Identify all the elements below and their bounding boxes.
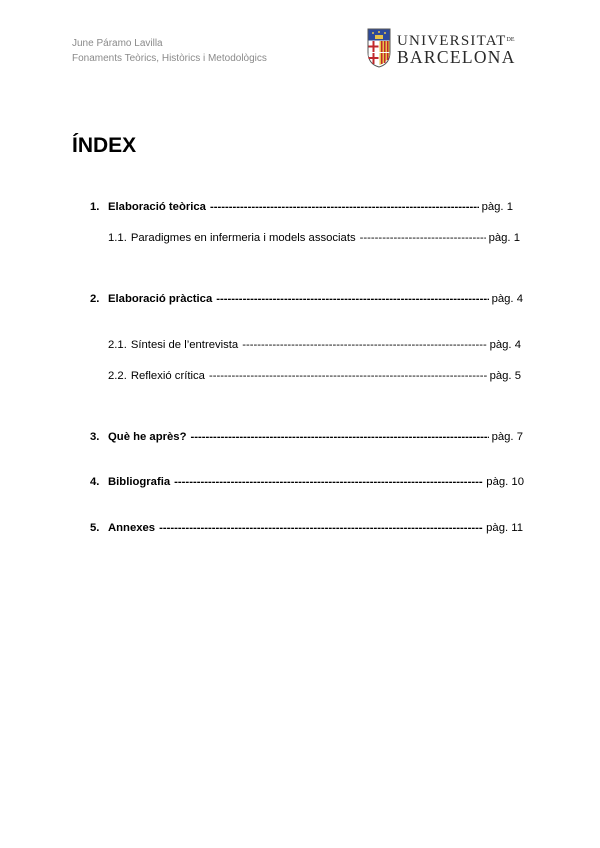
toc-number: 1. <box>90 201 100 213</box>
toc-number: 2.2. <box>108 370 127 382</box>
toc-leader <box>159 522 483 534</box>
page-header <box>72 36 267 66</box>
author-name: June Páramo Lavilla <box>72 38 163 49</box>
toc-entry-1-1[interactable] <box>108 232 520 244</box>
toc-leader <box>216 293 488 305</box>
university-crest-icon <box>367 28 391 68</box>
toc-entry-1[interactable] <box>90 201 513 213</box>
toc-entry-2[interactable] <box>90 293 523 305</box>
toc-number: 2. <box>90 293 100 305</box>
toc-page: pàg. 4 <box>489 339 521 351</box>
toc-number: 4. <box>90 476 100 488</box>
toc-leader <box>360 232 486 244</box>
toc-page: pàg. 1 <box>481 201 513 213</box>
toc-label: Annexes <box>108 522 156 534</box>
university-name <box>397 32 516 65</box>
toc-leader <box>242 339 486 351</box>
subject-name: Fonaments Teòrics, Històrics i Metodològics <box>72 53 267 64</box>
toc-entry-4[interactable] <box>90 476 524 488</box>
toc-label: Bibliografia <box>108 476 171 488</box>
toc-leader <box>210 201 479 213</box>
toc-page: pàg. 5 <box>489 370 521 382</box>
page-title: ÍNDEX <box>72 134 137 157</box>
toc-label: Síntesi de l’entrevista <box>130 339 239 351</box>
toc-number: 3. <box>90 431 100 443</box>
logo-line1: UNIVERSITAT <box>397 32 507 49</box>
toc-entry-5[interactable] <box>90 522 523 534</box>
toc-number: 5. <box>90 522 100 534</box>
toc-leader <box>209 370 487 382</box>
toc-page: pàg. 1 <box>488 232 520 244</box>
toc-page: pàg. 4 <box>491 293 523 305</box>
toc-entry-2-2[interactable] <box>108 370 521 382</box>
toc-leader <box>174 476 483 488</box>
toc-label: Reflexió crítica <box>130 370 205 382</box>
toc-label: Elaboració pràctica <box>108 293 213 305</box>
toc-page: pàg. 10 <box>486 476 524 488</box>
logo-line1-small: DE <box>506 36 515 43</box>
university-logo <box>367 28 516 68</box>
toc-number: 1.1. <box>108 232 127 244</box>
logo-line2: BARCELONA <box>397 46 516 67</box>
toc-label: Paradigmes en infermeria i models associats <box>130 232 356 244</box>
toc-entry-3[interactable] <box>90 431 523 443</box>
toc-page: pàg. 7 <box>491 431 523 443</box>
toc-label: Elaboració teòrica <box>108 201 206 213</box>
toc-page: pàg. 11 <box>486 522 523 534</box>
toc-leader <box>190 431 488 443</box>
toc-number: 2.1. <box>108 339 127 351</box>
toc-entry-2-1[interactable] <box>108 339 521 351</box>
toc-label: Què he après? <box>108 431 187 443</box>
